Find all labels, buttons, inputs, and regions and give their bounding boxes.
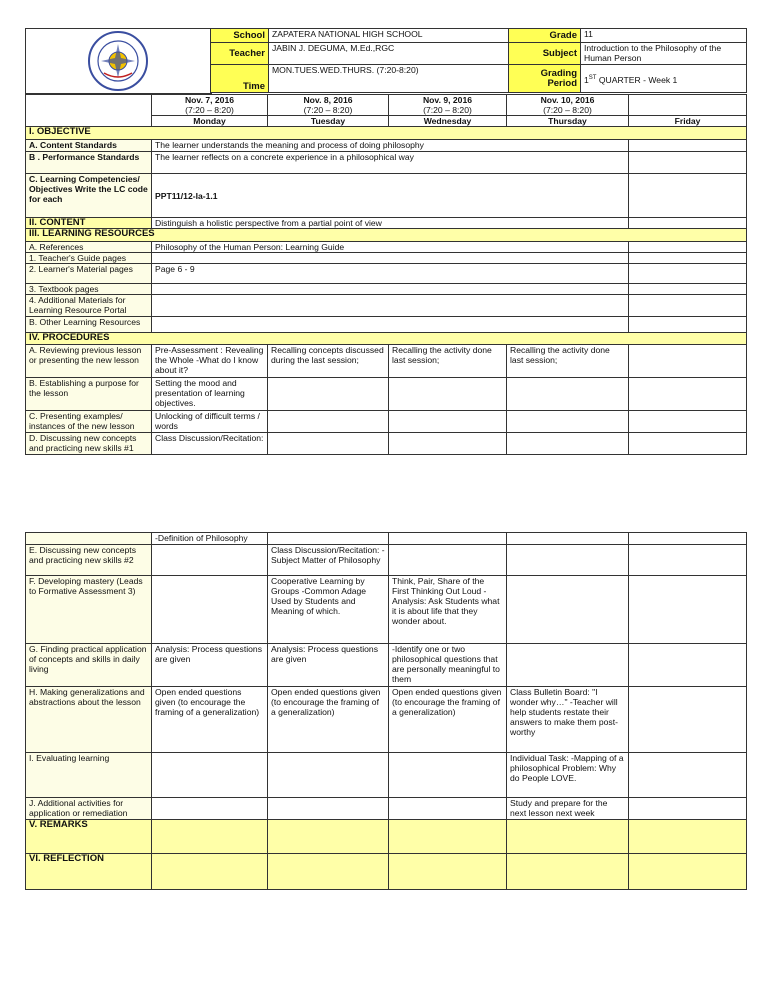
day-thursday: Thursday (507, 116, 629, 127)
teacher-value: JABIN J. DEGUMA, M.Ed.,RGC (269, 43, 509, 65)
content-text: Distinguish a holistic perspective from a partial point of view (152, 218, 629, 229)
proc-d-label: D. Discussing new concepts and practicing new skills #1 (26, 433, 152, 455)
proc-a-thursday: Recalling the activity done last session; (507, 345, 629, 378)
subject-label: Subject (509, 43, 581, 65)
learners-material-label: 2. Learner's Material pages (26, 264, 152, 284)
teacher-label: Teacher (211, 43, 269, 65)
learners-material-text: Page 6 - 9 (152, 264, 629, 284)
proc-g-tuesday: Analysis: Process questions are given (268, 644, 389, 687)
learning-competencies-code: PPT11/12-Ia-1.1 (152, 174, 629, 218)
references-label: A. References (26, 242, 152, 253)
proc-f-wednesday: Think, Pair, Share of the First Thinking Out Loud -Analysis: Ask Students what it is about life that they wonder about. (389, 576, 507, 644)
friday-date (629, 95, 747, 116)
proc-g-wednesday: -Identify one or two philosophical questions that are personally meaningful to them (389, 644, 507, 687)
teachers-guide-label: 1. Teacher's Guide pages (26, 253, 152, 264)
lesson-plan-table (25, 94, 747, 455)
header-table (210, 28, 747, 93)
day-friday: Friday (629, 116, 747, 127)
additional-materials-label: 4. Additional Materials for Learning Resource Portal (26, 295, 152, 317)
grading-period-value (581, 65, 747, 93)
textbook-pages-label: 3. Textbook pages (26, 284, 152, 295)
proc-j-label: J. Additional activities for application or remediation (26, 798, 152, 820)
proc-e-tuesday: Class Discussion/Recitation: -Subject Matter of Philosophy (268, 545, 389, 576)
proc-h-monday: Open ended questions given (to encourage the framing of a generalization) (152, 687, 268, 753)
proc-g-label: G. Finding practical application of concepts and skills in daily living (26, 644, 152, 687)
proc-h-thursday: Class Bulletin Board: "I wonder why…" -Teacher will help students restate their answers to make them post-worthy (507, 687, 629, 753)
thursday-date: Nov. 10, 2016 (7:20 – 8:20) (507, 95, 629, 116)
proc-d-monday-continued: -Definition of Philosophy (152, 533, 268, 545)
proc-a-wednesday: Recalling the activity done last session; (389, 345, 507, 378)
performance-standards-label: B . Performance Standards (26, 152, 152, 174)
school-label: School (211, 29, 269, 43)
time-value: MON.TUES.WED.THURS. (7:20-8:20) (269, 65, 509, 93)
proc-e-label: E. Discussing new concepts and practicing new skills #2 (26, 545, 152, 576)
proc-c-monday: Unlocking of difficult terms / words (152, 411, 268, 433)
proc-a-label: A. Reviewing previous lesson or presenting the new lesson (26, 345, 152, 378)
proc-d-monday: Class Discussion/Recitation: (152, 433, 268, 455)
performance-standards-text: The learner reflects on a concrete experience in a philosophical way (152, 152, 629, 174)
proc-i-label: I. Evaluating learning (26, 753, 152, 798)
deped-seal-icon (86, 29, 150, 93)
grade-label: Grade (509, 29, 581, 43)
section-procedures: IV. PROCEDURES (26, 333, 747, 345)
proc-b-label: B. Establishing a purpose for the lesson (26, 378, 152, 411)
section-remarks: V. REMARKS (26, 820, 152, 854)
grade-value: 11 (581, 29, 747, 43)
quarter-text: QUARTER - Week 1 (596, 74, 678, 85)
day-monday: Monday (152, 116, 268, 127)
proc-h-label: H. Making generalizations and abstractions about the lesson (26, 687, 152, 753)
logo-cell (25, 28, 212, 94)
proc-h-wednesday: Open ended questions given (to encourage the framing of a generalization) (389, 687, 507, 753)
section-learning-resources: III. LEARNING RESOURCES (26, 229, 747, 242)
proc-h-tuesday: Open ended questions given (to encourage the framing of a generalization) (268, 687, 389, 753)
section-content: II. CONTENT (26, 218, 152, 229)
proc-c-label: C. Presenting examples/ instances of the new lesson (26, 411, 152, 433)
proc-a-monday: Pre-Assessment : Revealing the Whole -What do I know about it? (152, 345, 268, 378)
proc-g-monday: Analysis: Process questions are given (152, 644, 268, 687)
proc-j-thursday: Study and prepare for the next lesson next week (507, 798, 629, 820)
proc-b-monday: Setting the mood and presentation of learning objectives. (152, 378, 268, 411)
subject-value: Introduction to the Philosophy of the Human Person (581, 43, 747, 65)
references-text: Philosophy of the Human Person: Learning Guide (152, 242, 629, 253)
lesson-plan-table-continued (25, 532, 747, 890)
monday-date: Nov. 7, 2016 (7:20 – 8:20) (152, 95, 268, 116)
tuesday-date: Nov. 8, 2016 (7:20 – 8:20) (268, 95, 389, 116)
school-value: ZAPATERA NATIONAL HIGH SCHOOL (269, 29, 509, 43)
proc-f-label: F. Developing mastery (Leads to Formative Assessment 3) (26, 576, 152, 644)
wednesday-date: Nov. 9, 2016 (7:20 – 8:20) (389, 95, 507, 116)
proc-i-thursday: Individual Task: -Mapping of a philosophical Problem: Why do People LOVE. (507, 753, 629, 798)
day-tuesday: Tuesday (268, 116, 389, 127)
proc-a-tuesday: Recalling concepts discussed during the last session; (268, 345, 389, 378)
proc-f-tuesday: Cooperative Learning by Groups -Common Adage Used by Students and Meaning of which. (268, 576, 389, 644)
grading-period-label: Grading Period (509, 65, 581, 93)
section-reflection: VI. REFLECTION (26, 854, 152, 890)
quarter-suffix: ST (588, 74, 597, 81)
content-standards-text: The learner understands the meaning and process of doing philosophy (152, 140, 629, 152)
day-wednesday: Wednesday (389, 116, 507, 127)
time-label: Time (211, 65, 269, 93)
content-standards-label: A. Content Standards (26, 140, 152, 152)
learning-competencies-label: C. Learning Competencies/ Objectives Write the LC code for each (26, 174, 152, 218)
section-objective: I. OBJECTIVE (26, 127, 747, 140)
quarter-number: 1 (584, 74, 589, 85)
other-resources-label: B. Other Learning Resources (26, 317, 152, 333)
